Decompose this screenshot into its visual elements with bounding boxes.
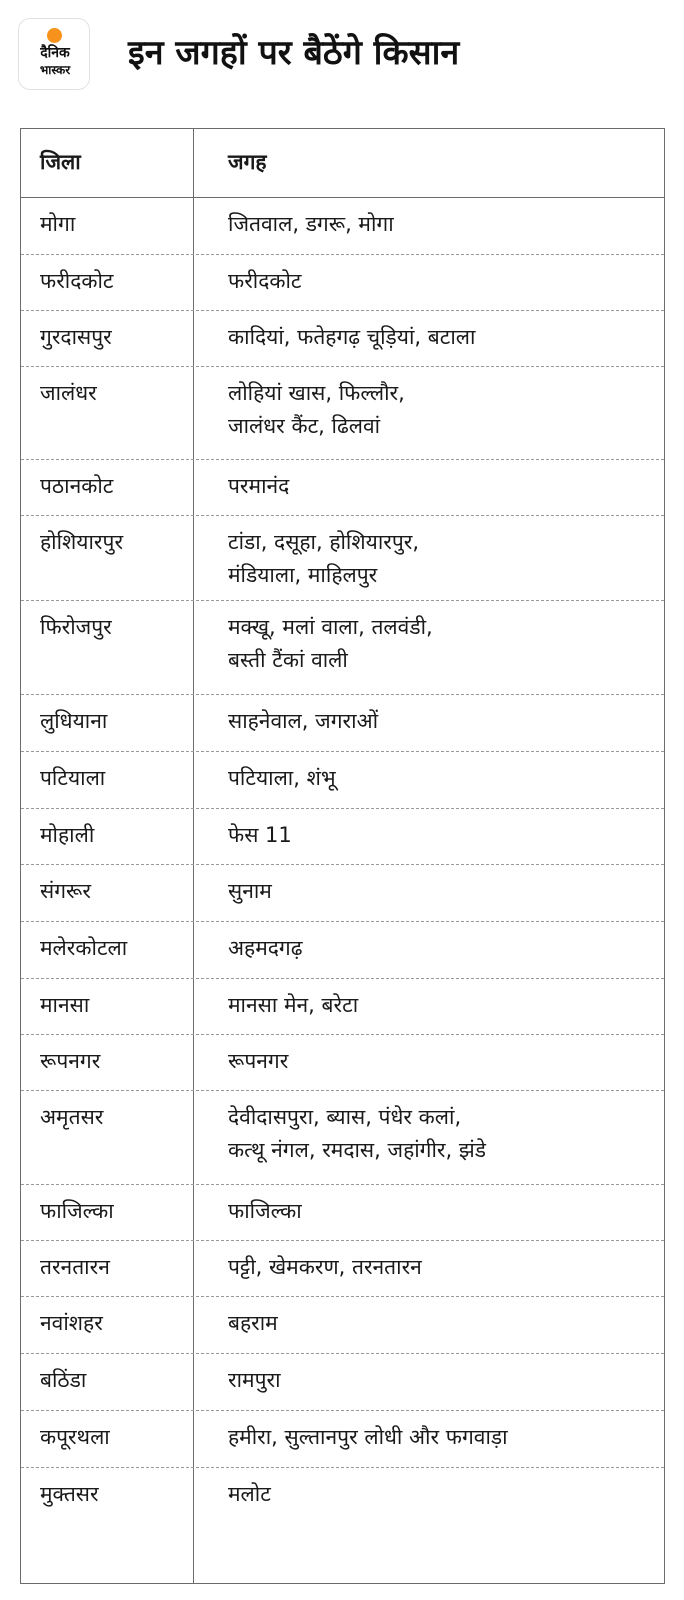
- table-row: [21, 865, 664, 922]
- places-cell: फेस 11: [228, 823, 292, 847]
- sun-dot-icon: [47, 28, 62, 43]
- places-cell: कादियां, फतेहगढ़ चूड़ियां, बटाला: [228, 325, 476, 349]
- district-cell: पटियाला: [40, 766, 106, 790]
- logo-text-line2: भास्कर: [39, 63, 71, 77]
- table-row: [21, 695, 664, 752]
- district-cell: फाजिल्का: [40, 1199, 114, 1223]
- district-cell: मुक्तसर: [40, 1482, 99, 1506]
- places-cell: रूपनगर: [228, 1049, 289, 1073]
- column-header-place: जगह: [228, 150, 267, 174]
- table-row: [21, 516, 664, 601]
- district-cell: अमृतसर: [40, 1105, 104, 1129]
- places-cell: रामपुरा: [228, 1368, 281, 1392]
- table-row: [21, 601, 664, 695]
- district-cell: संगरूर: [40, 879, 91, 903]
- table-row: [21, 255, 664, 311]
- district-cell: मलेरकोटला: [40, 936, 128, 960]
- places-cell: लोहियां खास, फिल्लौर, जालंधर कैंट, ढिलवां: [228, 381, 405, 438]
- places-cell: देवीदासपुरा, ब्यास, पंधेर कलां, कत्थू नंगल, रमदास, जहांगीर, झंडे: [228, 1105, 486, 1162]
- places-cell: जितवाल, डगरू, मोगा: [228, 212, 394, 236]
- table-row: [21, 1185, 664, 1241]
- table-row: [21, 1297, 664, 1354]
- places-cell: पट्टी, खेमकरण, तरनतारन: [228, 1255, 422, 1279]
- places-cell: सुनाम: [228, 879, 272, 903]
- places-cell: साहनेवाल, जगराओं: [228, 709, 379, 733]
- district-cell: लुधियाना: [40, 709, 108, 733]
- table-row: [21, 1035, 664, 1091]
- table-row: [21, 1241, 664, 1297]
- page-title: इन जगहों पर बैठेंगे किसान: [128, 33, 460, 73]
- table-header-row: [21, 129, 664, 198]
- district-cell: तरनतारन: [40, 1255, 110, 1279]
- district-cell: जालंधर: [40, 381, 97, 405]
- table-row: [21, 460, 664, 516]
- table-row: [21, 311, 664, 367]
- places-cell: मानसा मेन, बरेटा: [228, 993, 359, 1017]
- places-cell: पटियाला, शंभू: [228, 766, 336, 790]
- district-cell: होशियारपुर: [40, 530, 124, 554]
- dainik-bhaskar-logo: [18, 18, 90, 90]
- district-cell: फिरोजपुर: [40, 615, 112, 639]
- page-header: [18, 18, 668, 90]
- district-cell: मानसा: [40, 993, 90, 1017]
- places-cell: टांडा, दसूहा, होशियारपुर, मंडियाला, माहिलपुर: [228, 530, 420, 587]
- table-row: [21, 809, 664, 865]
- district-cell: रूपनगर: [40, 1049, 101, 1073]
- places-cell: अहमदगढ़: [228, 936, 303, 960]
- district-cell: पठानकोट: [40, 474, 114, 498]
- places-cell: हमीरा, सुल्तानपुर लोधी और फगवाड़ा: [228, 1425, 508, 1449]
- district-cell: कपूरथला: [40, 1425, 110, 1449]
- table-row: [21, 979, 664, 1035]
- district-cell: नवांशहर: [40, 1311, 103, 1335]
- district-cell: फरीदकोट: [40, 269, 114, 293]
- table-row: [21, 752, 664, 809]
- places-cell: फरीदकोट: [228, 269, 302, 293]
- table-row: [21, 1468, 664, 1525]
- places-cell: मक्खू, मलां वाला, तलवंडी, बस्ती टैंकां वाली: [228, 615, 433, 672]
- district-cell: बठिंडा: [40, 1368, 87, 1392]
- district-cell: गुरदासपुर: [40, 325, 112, 349]
- places-cell: मलोट: [228, 1482, 271, 1506]
- logo-text-line1: दैनिक: [40, 45, 70, 61]
- places-cell: फाजिल्का: [228, 1199, 302, 1223]
- column-header-district: जिला: [40, 150, 81, 174]
- table-row: [21, 1354, 664, 1411]
- district-cell: मोगा: [40, 212, 76, 236]
- table-row: [21, 367, 664, 460]
- places-cell: बहराम: [228, 1311, 278, 1335]
- table-row: [21, 922, 664, 979]
- table-row: [21, 198, 664, 255]
- locations-table: [20, 128, 665, 1584]
- places-cell: परमानंद: [228, 474, 290, 498]
- table-row: [21, 1411, 664, 1468]
- table-row: [21, 1091, 664, 1185]
- district-cell: मोहाली: [40, 823, 95, 847]
